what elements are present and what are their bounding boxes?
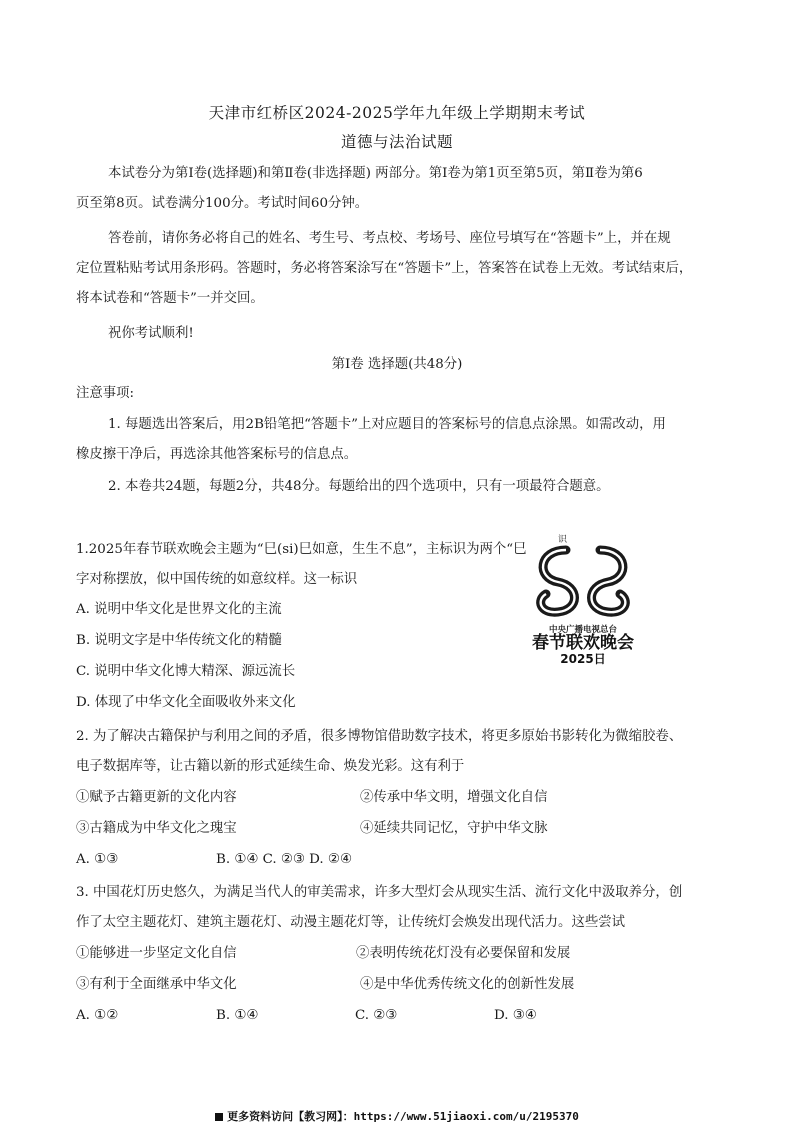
intro-line: 答卷前，请你务必将自己的姓名、考生号、考点校、考场号、座位号填写在“答题卡”上，并在规 xyxy=(108,231,671,246)
q2-item-2: ②传承中华文明，增强文化自信 xyxy=(360,790,548,805)
flag-icon xyxy=(215,1113,223,1121)
q3-stem-line: 作了太空主题花灯、建筑主题花灯、动漫主题花灯等，让传统灯会焕发出现代活力。这些尝试 xyxy=(76,915,626,930)
q3-option-b: B. ①④ xyxy=(216,1008,259,1023)
q1-option-b: B. 说明文字是中华传统文化的精髓 xyxy=(76,633,282,648)
note-line: 2. 本卷共24题，每题2分，共48分。每题给出的四个选项中，只有一项最符合题意。 xyxy=(108,479,610,494)
q3-item-2: ②表明传统花灯没有必要保留和发展 xyxy=(356,946,571,961)
q1-option-d: D. 体现了中华文化全面吸收外来文化 xyxy=(76,695,296,710)
q2-item-1: ①赋予古籍更新的文化内容 xyxy=(76,790,237,805)
notes-title: 注意事项: xyxy=(76,386,135,401)
q1-option-a: A. 说明中华文化是世界文化的主流 xyxy=(76,602,282,617)
intro-line: 页至第8页。试卷满分100分。考试时间60分钟。 xyxy=(76,196,369,211)
q3-stem-line: 3. 中国花灯历史悠久，为满足当代人的审美需求，许多大型灯会从现实生活、流行文化中汲取养分，创 xyxy=(76,885,683,900)
logo-name-text: 春节联欢晚会 xyxy=(532,633,634,653)
footer-link[interactable]: 更多资料访问【教习网】：https://www.51jiaoxi.com/u/2195370 xyxy=(227,1110,579,1123)
q3-item-3: ③有利于全面继承中华文化 xyxy=(76,977,237,992)
logo-org-text: 中央广播电视总台 xyxy=(548,625,618,635)
q2-option-a: A. ①③ xyxy=(76,852,119,867)
logo-mark-text: 识 xyxy=(558,535,568,545)
q2-item-3: ③古籍成为中华文化之瑰宝 xyxy=(76,821,237,836)
q2-item-4: ④延续共同记忆，守护中华文脉 xyxy=(360,821,548,836)
logo-year-text: 2025日 xyxy=(560,652,606,666)
q2-stem-line: 电子数据库等，让古籍以新的形式延续生命、焕发光彩。这有利于 xyxy=(76,759,465,774)
q3-option-c: C. ②③ xyxy=(355,1008,398,1023)
q2-options-bcd: B. ①④ C. ②③ D. ②④ xyxy=(216,852,352,867)
note-line: 1. 每题选出答案后，用2B铅笔把“答题卡”上对应题目的答案标号的信息点涂黑。如需改动，用 xyxy=(108,417,666,432)
intro-line: 本试卷分为第Ⅰ卷(选择题)和第Ⅱ卷(非选择题) 两部分。第Ⅰ卷为第1页至第5页，第Ⅱ卷为第6 xyxy=(108,166,643,181)
section-heading: 第Ⅰ卷 选择题(共48分) xyxy=(331,357,463,372)
good-luck-line: 祝你考试顺利! xyxy=(108,326,194,341)
footer xyxy=(0,1108,794,1124)
q3-option-d: D. ③④ xyxy=(494,1008,537,1023)
q2-stem-line: 2. 为了解决古籍保护与利用之间的矛盾，很多博物馆借助数字技术，将更多原始书影转化为微缩胶卷、 xyxy=(76,729,683,744)
q3-option-a: A. ①② xyxy=(76,1008,119,1023)
q1-stem-line: 1.2025年春节联欢晚会主题为“巳(si)巳如意，生生不息”，主标识为两个“巳 xyxy=(76,542,527,557)
q3-item-4: ④是中华优秀传统文化的创新性发展 xyxy=(360,977,575,992)
note-line: 橡皮擦干净后，再选涂其他答案标号的信息点。 xyxy=(76,447,358,462)
exam-subtitle: 道德与法治试题 xyxy=(340,133,453,151)
q1-option-c: C. 说明中华文化博大精深、源远流长 xyxy=(76,664,296,679)
intro-line: 将本试卷和“答题卡”一并交回。 xyxy=(76,291,264,306)
intro-line: 定位置粘贴考试用条形码。答题时，务必将答案涂写在“答题卡”上，答案答在试卷上无效。考试结束后， xyxy=(76,261,693,276)
logo-graphic xyxy=(518,528,648,666)
q1-stem-line: 字对称摆放，似中国传统的如意纹样。这一标识 xyxy=(76,572,358,587)
q3-item-1: ①能够进一步坚定文化自信 xyxy=(76,946,237,961)
exam-title: 天津市红桥区2024-2025学年九年级上学期期末考试 xyxy=(208,104,586,122)
spring-festival-gala-logo xyxy=(518,528,648,666)
